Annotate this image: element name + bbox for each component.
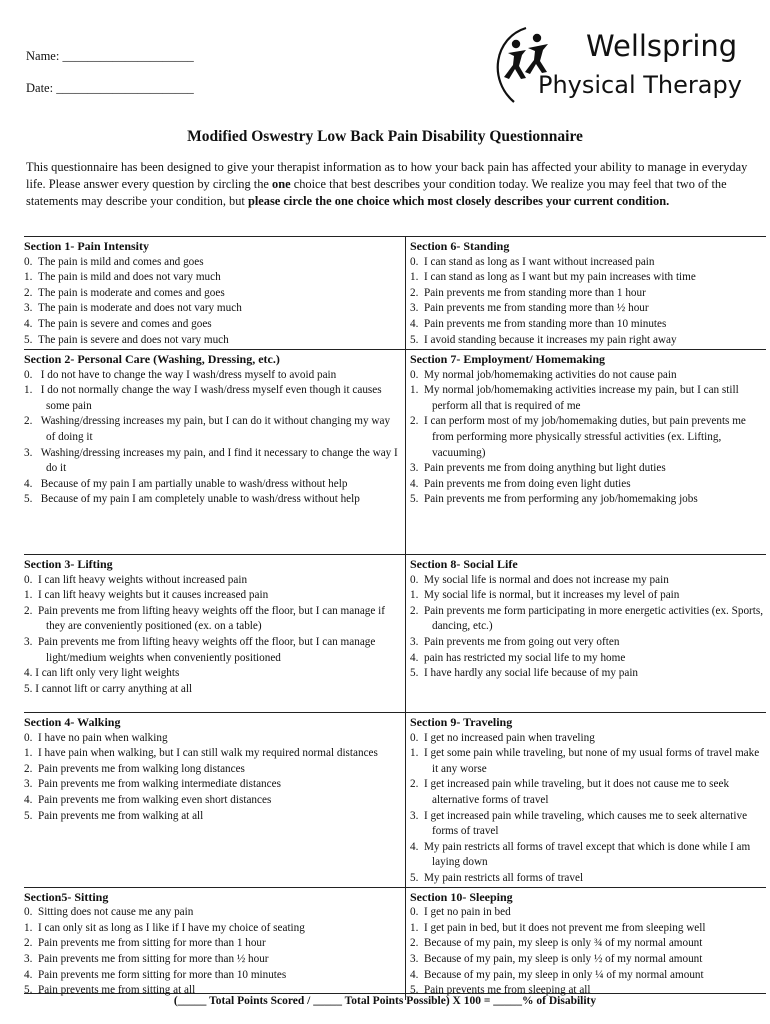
option-5[interactable]: 5. I have hardly any social life because of my pain (410, 667, 639, 680)
option-4[interactable]: 4. Pain prevents me from standing more than 10 minutes (410, 317, 667, 330)
section-row (24, 713, 766, 888)
date-field[interactable]: Date: ______________________ (26, 81, 194, 95)
name-field[interactable]: Name: _____________________ (26, 49, 194, 63)
option-4[interactable]: 4. The pain is severe and comes and goes (24, 317, 212, 330)
option-2[interactable]: 2. I get increased pain while traveling, but it does not cause me to seek alternative forms of travel (410, 778, 730, 806)
section-title: Section 10- Sleeping (410, 889, 513, 904)
option-3[interactable]: 3. Pain prevents me from walking intermediate distances (24, 778, 281, 791)
section-9-traveling (406, 713, 767, 888)
option-1[interactable]: 1. My social life is normal, but it increases my level of pain (410, 589, 680, 602)
section-4-walking (24, 713, 406, 888)
option-5[interactable]: 5. Pain prevents me from performing any job/homemaking jobs (410, 493, 698, 506)
option-2[interactable]: 2. Because of my pain, my sleep is only ¾ of my normal amount (410, 937, 703, 950)
section-7-employment-homemaking (406, 350, 767, 555)
option-1[interactable]: 1. I can stand as long as I want but my pain increases with time (410, 271, 696, 284)
section-row (24, 350, 766, 555)
wellspring-logo (486, 22, 744, 108)
option-1[interactable]: 1. I get pain in bed, but it does not prevent me from sleeping well (410, 921, 706, 934)
section-title: Section 7- Employment/ Homemaking (410, 352, 605, 366)
option-1[interactable]: 1. I get some pain while traveling, but none of my usual forms of travel make it any worse (410, 747, 760, 775)
section-title: Section 9- Traveling (410, 715, 513, 729)
divider (24, 993, 766, 994)
option-0[interactable]: 0. My normal job/homemaking activities do not cause pain (410, 368, 677, 381)
option-0[interactable]: 0. I get no pain in bed (410, 906, 511, 919)
option-0[interactable]: 0. I can stand as long as I want without increased pain (410, 255, 655, 268)
option-4[interactable]: 4. Pain prevents me from doing even light duties (410, 477, 631, 490)
option-4[interactable]: 4. My pain restricts all forms of travel except that which is done while I am laying down (410, 840, 751, 869)
option-5[interactable]: 5. Pain prevents me from sitting at all (24, 984, 196, 997)
option-5[interactable]: 5. Pain prevents me from sleeping at all (410, 984, 591, 997)
option-2[interactable]: 2. Pain prevents me from standing more than 1 hour (410, 286, 646, 299)
section-title: Section 1- Pain Intensity (24, 239, 150, 253)
option-0[interactable]: 0. I have no pain when walking (24, 731, 168, 744)
option-0[interactable]: 0. My social life is normal and does not increase my pain (410, 573, 669, 586)
section-title: Section5- Sitting (24, 889, 109, 904)
logo-graphic (486, 22, 744, 108)
option-1[interactable]: 1. My normal job/homemaking activities increase my pain, but I can still perform all that is required of me (410, 384, 739, 412)
option-5[interactable]: 5. Pain prevents me from walking at all (24, 809, 204, 822)
option-0[interactable]: 0. I can lift heavy weights without increased pain (24, 573, 248, 586)
section-title: Section 8- Social Life (410, 557, 518, 571)
page-title: Modified Oswestry Low Back Pain Disability Questionnaire (187, 128, 583, 145)
option-2[interactable]: 2. Pain prevents me form participating in more energetic activities (ex. Sports, dancing, etc.) (410, 604, 764, 633)
section-3-lifting (24, 555, 406, 713)
section-row (24, 237, 766, 350)
option-2[interactable]: 2. Pain prevents me from walking long distances (24, 762, 245, 775)
option-2[interactable]: 2. I can perform most of my job/homemaking duties, but pain prevents me from performing more physically stressful activities (ex. Lifting, vacuuming) (410, 415, 746, 459)
logo-wellspring-text: Wellspring (586, 29, 738, 63)
option-4[interactable]: 4. Pain prevents me from walking even short distances (24, 793, 272, 806)
option-0[interactable]: 0. Sitting does not cause me any pain (24, 906, 194, 919)
section-title: Section 6- Standing (410, 239, 510, 253)
option-3[interactable]: 3. Pain prevents me from lifting heavy weights off the floor, but I can manage light/medium weights when conveniently positioned (24, 635, 376, 664)
section-row (24, 555, 766, 713)
intro-paragraph (26, 159, 748, 210)
option-4[interactable]: 4. I can lift only very light weights (24, 667, 180, 680)
option-0[interactable]: 0. The pain is mild and comes and goes (24, 255, 204, 268)
section-6-standing (406, 237, 767, 350)
option-5[interactable]: 5. The pain is severe and does not vary much (24, 333, 229, 346)
option-3[interactable]: 3. Pain prevents me from sitting for more than ½ hour (24, 952, 269, 965)
option-2[interactable]: 2. Washing/dressing increases my pain, but I can do it without changing my way of doing it (24, 415, 391, 443)
section-8-social-life (406, 555, 767, 713)
questionnaire-table (24, 236, 766, 1000)
section-2-personal-care (24, 350, 406, 555)
option-5[interactable]: 5. I cannot lift or carry anything at all (24, 682, 193, 695)
section-1-pain-intensity (24, 237, 406, 350)
option-3[interactable]: 3. Pain prevents me from doing anything but light duties (410, 462, 666, 475)
option-1[interactable]: 1. I can lift heavy weights but it causes increased pain (24, 589, 269, 602)
option-1[interactable]: 1. I do not normally change the way I wash/dress myself even though it causes some pain (24, 384, 382, 412)
option-3[interactable]: 3. Pain prevents me from standing more than ½ hour (410, 302, 649, 315)
section-title: Section 2- Personal Care (Washing, Dressing, etc.) (24, 352, 280, 366)
section-5-sitting (24, 887, 406, 1000)
option-5[interactable]: 5. Because of my pain I am completely unable to wash/dress without help (24, 493, 360, 506)
intro-text-1: This questionnaire has been designed to give your therapist information as to how your back pain has affected your ability to manage in everyday life. Please answer every question by circling the (26, 160, 748, 191)
option-1[interactable]: 1. I can only sit as long as I like if I have my choice of seating (24, 921, 305, 934)
intro-bold-1: one (272, 177, 291, 191)
option-2[interactable]: 2. Pain prevents me from sitting for more than 1 hour (24, 937, 266, 950)
option-0[interactable]: 0. I get no increased pain when traveling (410, 731, 595, 744)
option-4[interactable]: 4. pain has restricted my social life to my home (410, 651, 626, 664)
option-1[interactable]: 1. I have pain when walking, but I can still walk my required normal distances (24, 747, 378, 760)
section-10-sleeping (406, 887, 767, 1000)
option-0[interactable]: 0. I do not have to change the way I wash/dress myself to avoid pain (24, 368, 337, 381)
option-1[interactable]: 1. The pain is mild and does not vary much (24, 271, 221, 284)
option-5[interactable]: 5. I avoid standing because it increases my pain right away (410, 333, 677, 346)
option-2[interactable]: 2. Pain prevents me from lifting heavy weights off the floor, but I can manage if they are conveniently positioned (ex. on a table) (24, 604, 385, 633)
section-title: Section 3- Lifting (24, 557, 113, 571)
option-3[interactable]: 3. Because of my pain, my sleep is only ½ of my normal amount (410, 952, 703, 965)
option-5[interactable]: 5. My pain restricts all forms of travel (410, 871, 584, 884)
section-row (24, 887, 766, 1000)
option-4[interactable]: 4. Because of my pain I am partially unable to wash/dress without help (24, 477, 348, 490)
option-2[interactable]: 2. The pain is moderate and comes and goes (24, 286, 225, 299)
intro-text-2: choice that best describes your condition today. We realize you may feel that two of the statements may describe your condition, but (26, 177, 727, 208)
section-title: Section 4- Walking (24, 715, 121, 729)
option-3[interactable]: 3. Pain prevents me from going out very often (410, 635, 620, 648)
option-3[interactable]: 3. The pain is moderate and does not vary much (24, 302, 242, 315)
option-3[interactable]: 3. I get increased pain while traveling, which causes me to seek alternative forms of travel (410, 809, 748, 838)
logo-physical-therapy-text: Physical Therapy (538, 71, 742, 99)
option-4[interactable]: 4. Because of my pain, my sleep in only ¼ of my normal amount (410, 968, 704, 981)
total-score-line[interactable]: (_____ Total Points Scored / _____ Total Points Possible) X 100 = _____% of Disability (173, 995, 597, 1007)
option-4[interactable]: 4. Pain prevents me form sitting for more than 10 minutes (24, 968, 287, 981)
intro-bold-2: please circle the one choice which most closely describes your current condition. (247, 194, 670, 208)
option-3[interactable]: 3. Washing/dressing increases my pain, and I find it necessary to change the way I do it (24, 446, 398, 475)
